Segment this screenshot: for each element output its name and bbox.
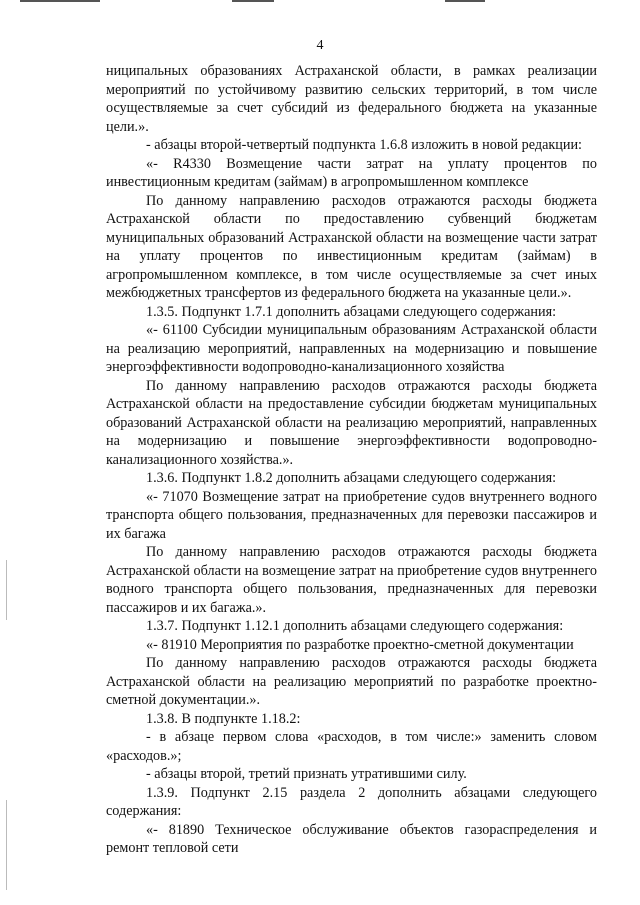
paragraph: 1.3.9. Подпункт 2.15 раздела 2 дополнить абзацами следующего содержания: <box>106 784 597 819</box>
top-scan-line <box>20 0 100 2</box>
paragraph: «- R4330 Возмещение части затрат на уплату процентов по инвестиционным кредитам (займам) в агропромышленном комплексе <box>106 155 597 190</box>
document-body <box>106 62 597 858</box>
paragraph: 1.3.6. Подпункт 1.8.2 дополнить абзацами следующего содержания: <box>146 470 557 486</box>
paragraph: ниципальных образованиях Астраханской области, в рамках реализации мероприятий по устойчивому развитию сельских территорий, в том числе осуществляемые за счет субсидий из федерального бюджета на указанные цели.». <box>106 63 597 135</box>
paragraph: 1.3.8. В подпункте 1.18.2: <box>146 710 301 727</box>
paragraph: 1.3.7. Подпункт 1.12.1 дополнить абзацами следующего содержания: <box>146 618 564 634</box>
paragraph: По данному направлению расходов отражаются расходы бюджета Астраханской области по предоставлению субвенций бюджетам муниципальных образований Астраханской области на возмещение части затрат на уплату процентов по инвестиционным кредитам (займам) в агропромышленном комплексе, в том числе осуществляемые за счет иных межбюджетных трансфертов из федерального бюджета на указанные цели.». <box>106 192 597 301</box>
top-scan-line <box>232 0 274 2</box>
paragraph: - абзацы второй-четвертый подпункта 1.6.8 изложить в новой редакции: <box>146 137 582 153</box>
paragraph: 1.3.5. Подпункт 1.7.1 дополнить абзацами следующего содержания: <box>146 303 557 320</box>
page-number: 4 <box>316 38 324 53</box>
paragraph: «- 81910 Мероприятия по разработке проектно-сметной документации <box>146 636 574 653</box>
paragraph: «- 81890 Техническое обслуживание объектов газораспределения и ремонт тепловой сети <box>106 821 597 856</box>
paragraph: «- 61100 Субсидии муниципальным образованиям Астраханской области на реализацию мероприятий, направленных на модернизацию и повышение энергоэффективности водопроводно-канализационного хозяйства <box>106 322 597 375</box>
scan-edge-mark <box>6 800 7 890</box>
paragraph: По данному направлению расходов отражаются расходы бюджета Астраханской области на возмещение затрат на приобретение судов внутреннего водного транспорта общего пользования, предназначенных для перевозки пассажиров и их багажа.». <box>106 544 597 616</box>
paragraph: - абзацы второй, третий признать утратившими силу. <box>146 766 467 782</box>
paragraph: По данному направлению расходов отражаются расходы бюджета Астраханской области на реализацию мероприятий по разработке проектно-сметной документации.». <box>106 655 597 708</box>
paragraph: - в абзаце первом слова «расходов, в том числе:» заменить словом «расходов.»; <box>106 729 597 764</box>
top-scan-line <box>445 0 485 2</box>
scan-edge-mark <box>6 560 7 620</box>
paragraph: По данному направлению расходов отражаются расходы бюджета Астраханской области на предоставление субсидии бюджетам муниципальных образований Астраханской области на реализацию мероприятий, направленных на модернизацию и повышение энергоэффективности водопроводно-канализационного хозяйства.». <box>106 377 597 468</box>
paragraph: «- 71070 Возмещение затрат на приобретение судов внутреннего водного транспорта общего пользования, предназначенных для перевозки пассажиров и их багажа <box>106 488 597 542</box>
